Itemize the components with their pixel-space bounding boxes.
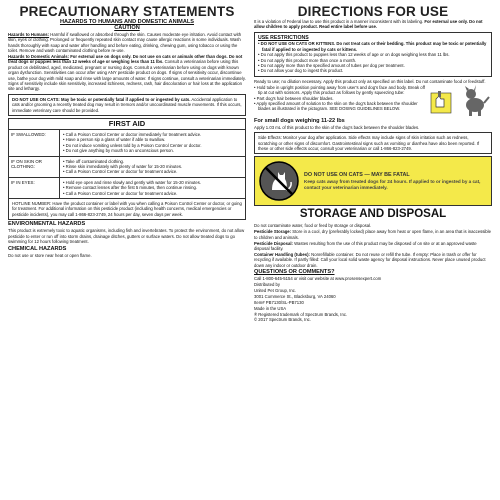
distributor-line: Distributed by xyxy=(254,282,280,288)
precautionary-column xyxy=(8,4,246,258)
distributor-line: ® Registered trademark of Spectrum Brands, Inc. xyxy=(254,311,348,317)
ready-text: Ready to use; no dilution necessary. Apply this product only as specified on this label. Do not contaminate food or feedstuff. xyxy=(254,78,486,84)
first-aid-value xyxy=(60,178,245,198)
first-aid-value xyxy=(60,157,245,177)
storage-label: Pesticide Disposal: xyxy=(254,240,293,246)
animals-text2: Consult a veterinarian before using this product on debilitated, aged, medicated, pregnant or nursing dogs. Consult a veterinarian before using on dogs with known organ dysfunction. Sensitivities can occur after using ANY pesticide product on dogs. If signs of sensitivity occur, discontinue use, bathe your dog with mild soap and rinse with large amounts of water. If signs continue, consult a veterinarian immediately. Signs of sensitivity include skin sensitivity, increased itchiness, redness, rash, hair discoloration or hair loss at the application site and lethargy. xyxy=(8,59,246,92)
distributor-line: Made in the USA xyxy=(254,305,287,311)
distributor-line: United Pet Group, Inc. xyxy=(254,287,297,293)
application-steps xyxy=(254,85,492,117)
first-aid-line: • Call a Poison Control Center or doctor for treatment advice. xyxy=(63,169,178,175)
cat-warning-text xyxy=(300,172,488,191)
side-effects-box: Side Effects: Monitor your dog after application. Side effects may include signs of skin irritation such as redness, scratching or other signs of discomfort. Gastrointestinal signs such as vomiting or diarrhea have also been reported. If these or other side effects occur, consult your veterinarian or call 1-866-823-2749. xyxy=(254,132,492,154)
storage-line xyxy=(254,252,492,268)
cat-warning-banner xyxy=(254,156,492,206)
humans-text: Harmful if swallowed or absorbed through the skin. Causes moderate eye irritation. Avoid contact with skin, eyes or clothing. Prolonged or frequently repeated skin contact may cause allergic reactions in some individuals. Wash hands thoroughly with soap and water after handling and before eating, drinking, chewing gum, using tobacco or using the toilet. Remove and wash contaminated clothing before re-use. xyxy=(8,31,242,54)
first-aid-value xyxy=(60,130,245,156)
directions-column xyxy=(254,4,492,323)
animals-label: Hazards to Domestic Animals: xyxy=(8,53,70,59)
cat-warning-title: DO NOT USE ON CATS — MAY BE FATAL xyxy=(304,171,410,178)
steps-list xyxy=(254,85,426,117)
storage-text: Do not contaminate water, food or feed by storage or disposal. xyxy=(254,223,372,229)
first-aid-line: • Have a person sip a glass of water if able to swallow. xyxy=(63,137,166,143)
first-aid-line: • Call a Poison Control Center or doctor immediately for treatment advice. xyxy=(63,132,202,137)
cats-note2: Accidental application to cats and/or grooming a recently treated dog may result in tremors and/or uncoordinated muscle movements. If this occurs, immediate veterinary care should be provided. xyxy=(12,96,242,113)
contact-text[interactable]: Call 1-800-645-5154 or visit our website at www.prosensexpert.com xyxy=(254,276,382,282)
step-item: • Hold tube in upright position pointing away from user's and dog's face and body. Break off tip at cut with scissors. Apply this product as follows by gently squeezing tube: xyxy=(254,84,425,96)
questions-title: QUESTIONS OR COMMENTS? xyxy=(254,269,335,276)
hazards-animals-paragraph xyxy=(8,54,246,92)
intro-text: It is a violation of Federal law to use this product in a manner inconsistent with its labeling. xyxy=(254,19,424,24)
env-hazards-text: This product is extremely toxic to aquatic organisms, including fish and invertebrates. To protect the environment, do not allow pesticide to enter or run off into storm drains, drainage ditches, gutters or surface waters. Do not allow treated dogs to go swimming for 12 hours following treatment. xyxy=(8,228,245,245)
first-aid-title: FIRST AID xyxy=(9,119,245,130)
hand-applicator-icon xyxy=(428,87,456,117)
storage-text: Wastes resulting from the use of this product may be disposed of on site or at an approved waste disposal facility. xyxy=(254,240,477,251)
first-aid-line: • Rinse skin immediately with plenty of water for 15-20 minutes. xyxy=(63,164,183,170)
small-dogs-title: For small dogs weighing 11-22 lbs xyxy=(254,117,345,124)
restriction-item: • Do not apply more than the specified amount of tubes per dog per treatment. xyxy=(258,63,405,69)
humans-label: Hazards to Humans: xyxy=(8,31,50,37)
animals-text: For external use on dogs only. Do not use on cats or animals other than dogs. xyxy=(70,53,228,59)
no-cat-icon xyxy=(258,160,300,202)
first-aid-key: IF ON SKIN OR CLOTHING: xyxy=(9,157,60,177)
distributor-block xyxy=(254,282,492,323)
directions-title: DIRECTIONS FOR USE xyxy=(297,4,449,19)
dog-pictogram-icon xyxy=(460,85,490,117)
restriction-item: • DO NOT USE ON CATS OR KITTENS. Do not treat cats or their bedding. This product may be toxic or potentially fatal if applied to or ingested by cats or kittens. xyxy=(258,41,487,52)
storage-line xyxy=(254,241,492,252)
first-aid-key: IF SWALLOWED: xyxy=(9,130,60,156)
cats-note: DO NOT USE ON CATS: May be toxic or potentially fatal if applied to or ingested by cats. xyxy=(12,96,191,102)
first-aid-line: • Call a Poison Control Center or doctor for treatment advice. xyxy=(63,190,178,196)
first-aid-line: • Do not give anything by mouth to an unconscious person. xyxy=(63,148,174,154)
directions-intro xyxy=(254,19,492,30)
env-hazards-title: ENVIRONMENTAL HAZARDS xyxy=(8,221,86,228)
chemical-hazards-text: Do not use or store near heat or open flame. xyxy=(8,252,92,258)
storage-label: Container Handling (tubes): xyxy=(254,251,310,257)
first-aid-line: • Remove contact lenses after the first 5 minutes, then continue rinsing. xyxy=(63,185,198,191)
storage-label: Pesticide Storage: xyxy=(254,229,292,235)
first-aid-row xyxy=(9,178,245,199)
chemical-hazards-title: CHEMICAL HAZARDS xyxy=(8,245,67,252)
first-aid-key: IF IN EYES: xyxy=(9,178,60,198)
animals-bold: Do not treat dogs or puppies less than 12 weeks of age or weighing less than 11 lbs. xyxy=(8,53,243,65)
first-aid-line: • Hold eye open and rinse slowly and gently with water for 15-20 minutes. xyxy=(63,179,202,185)
hotline-text: HOTLINE NUMBER: Have the product container or label with you when calling a Poison Control Center or doctor, or going for treatment. For additional information on this pesticide product (including health concerns, medical emergencies or pesticide incidents), you may call 1-866-823-2749, 24 hours per day, seven days per week. xyxy=(12,201,242,217)
step-item: • Part dog's hair between shoulder blades. xyxy=(254,95,334,101)
first-aid-table xyxy=(8,118,246,220)
small-dogs-text: Apply 1.03 mL of this product to the skin of the dog's back between the shoulder blades. xyxy=(254,124,420,130)
first-aid-row xyxy=(9,130,245,157)
storage-text: Store in a cool, dry (preferably locked) place away from heat or open flame, in an area that is inaccessible to children and animals. xyxy=(254,229,491,240)
distributor-line: 3001 Commerce St., Blacksburg, VA 24060 xyxy=(254,293,336,299)
distributor-line: © 2017 Spectrum Brands, Inc. xyxy=(254,317,311,323)
cats-warning-box xyxy=(8,94,246,116)
storage-title: STORAGE AND DISPOSAL xyxy=(299,208,447,221)
storage-text: Nonrefillable container. Do not reuse or refill the tube. If empty: Place in trash or offer for recycling if available. If partly filled: Call your local solid waste agency for disposal instructions. Never place unused product down any indoor or outdoor drain. xyxy=(254,251,486,268)
use-restrictions-title: USE RESTRICTIONS xyxy=(258,34,309,41)
restriction-item: • Do not apply this product more than once a month. xyxy=(258,57,357,63)
hazards-humans-paragraph xyxy=(8,32,246,54)
intro-bold: For external use only. Do not allow children to apply product. Read entire label before use. xyxy=(254,19,483,30)
restriction-item: • Do not allow your dog to ingest this product. xyxy=(258,68,344,74)
step-item: • Apply specified amount of solution to the skin on the dog's back between the shoulder blades as illustrated in the pictogram. SEE DOSING GUIDELINES BELOW. xyxy=(254,100,418,112)
first-aid-line: • Take off contaminated clothing. xyxy=(63,158,125,164)
storage-line xyxy=(254,223,492,228)
first-aid-row xyxy=(9,157,245,178)
storage-line xyxy=(254,229,492,240)
use-restrictions-box xyxy=(254,32,492,77)
distributor-line: Item# PB7130/SL-PB7130 xyxy=(254,299,304,305)
cat-warning-body: Keep cats away from treated dogs for 24 hours. If applied to or ingested by a cat, contact your veterinarian immediately. xyxy=(304,178,481,190)
hazards-subtitle: HAZARDS TO HUMANS AND DOMESTIC ANIMALS xyxy=(59,19,195,25)
restriction-item: • Do not apply this product to puppies less than 12 weeks of age or on dogs weighing less than 11 lbs. xyxy=(258,52,450,58)
caution-subtitle: CAUTION xyxy=(114,25,140,32)
hotline-row xyxy=(9,199,245,219)
first-aid-line: • Do not induce vomiting unless told by a Poison Control Center or doctor. xyxy=(63,142,202,148)
pictograms xyxy=(426,85,492,117)
precautionary-title: PRECAUTIONARY STATEMENTS xyxy=(19,4,235,19)
